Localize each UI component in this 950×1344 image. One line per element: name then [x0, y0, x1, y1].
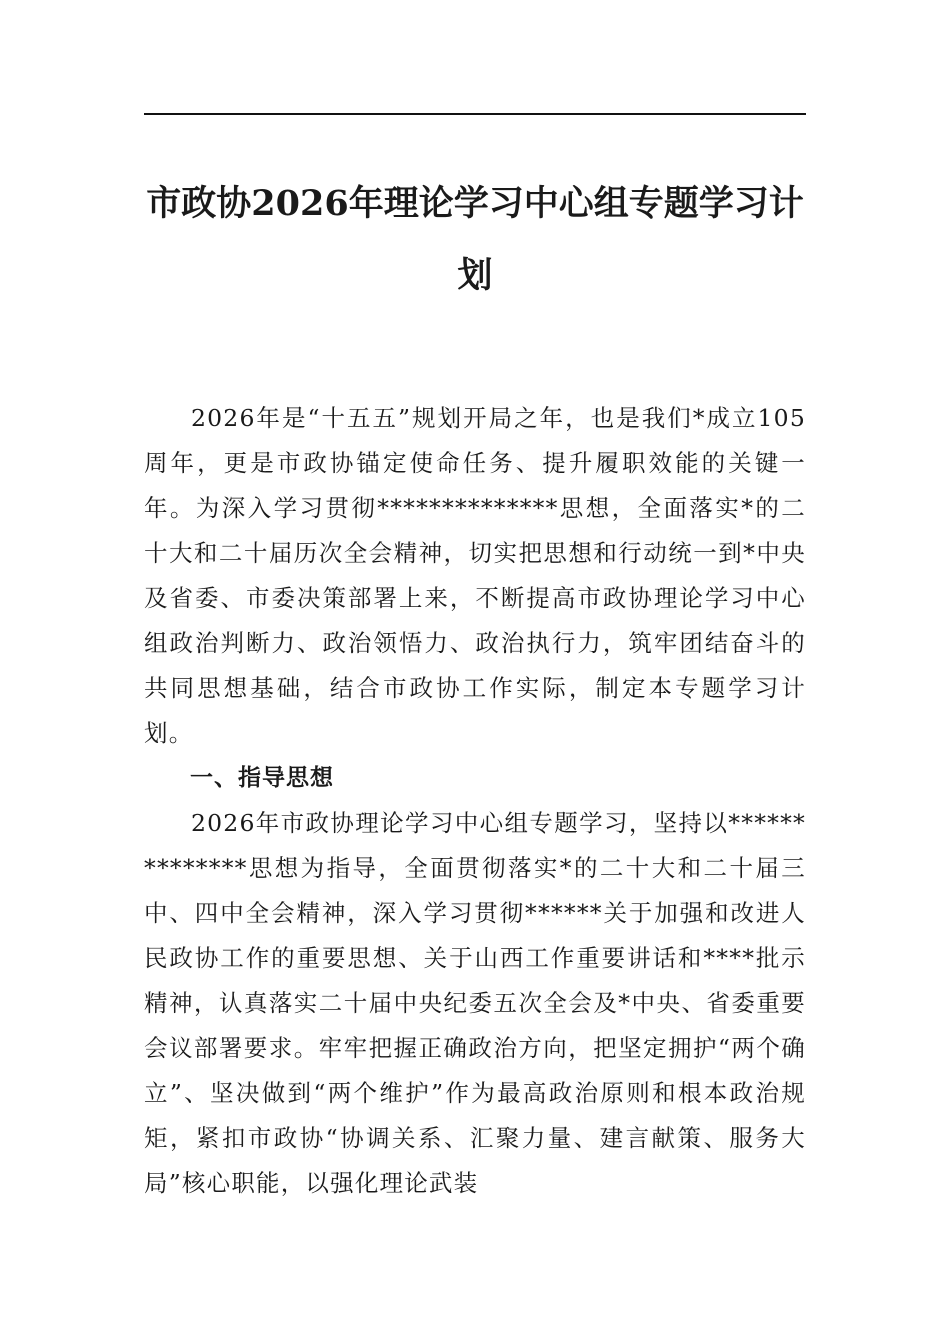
section-paragraph-guiding-ideology: 2026年市政协理论学习中心组专题学习，坚持以**************思想为指导，全面贯彻落实*的二十大和二十届三中、四中全会精神，深入学习贯彻******关于加强和改进人民政协工作的重要思想、关于山西工作重要讲话和****批示精神，认真落实二十届中央纪委五次全会及*中央、省委重要会议部署要求。牢牢把握正确政治方向，把坚定拥护“两个确立”、坚决做到“两个维护”作为最高政治原则和根本政治规矩，紧扣市政协“协调关系、汇聚力量、建言献策、服务大局”核心职能，以强化理论武装 [144, 809, 806, 1197]
document-title [144, 168, 806, 312]
section-heading-guiding-ideology: 一、指导思想 [190, 765, 334, 791]
header-rule [144, 113, 806, 115]
intro-paragraph: 2026年是“十五五”规划开局之年，也是我们*成立105周年，更是市政协锚定使命任务、提升履职效能的关键一年。为深入学习贯彻**************思想，全面落实*的二十大和二十届历次全会精神，切实把思想和行动统一到*中央及省委、市委决策部署上来，不断提高市政协理论学习中心组政治判断力、政治领悟力、政治执行力，筑牢团结奋斗的共同思想基础，结合市政协工作实际，制定本专题学习计划。 [144, 404, 806, 747]
document-body [144, 396, 806, 1206]
title-line-2: 划 [457, 255, 493, 296]
title-line-1: 市政协2026年理论学习中心组专题学习计 [146, 183, 804, 224]
